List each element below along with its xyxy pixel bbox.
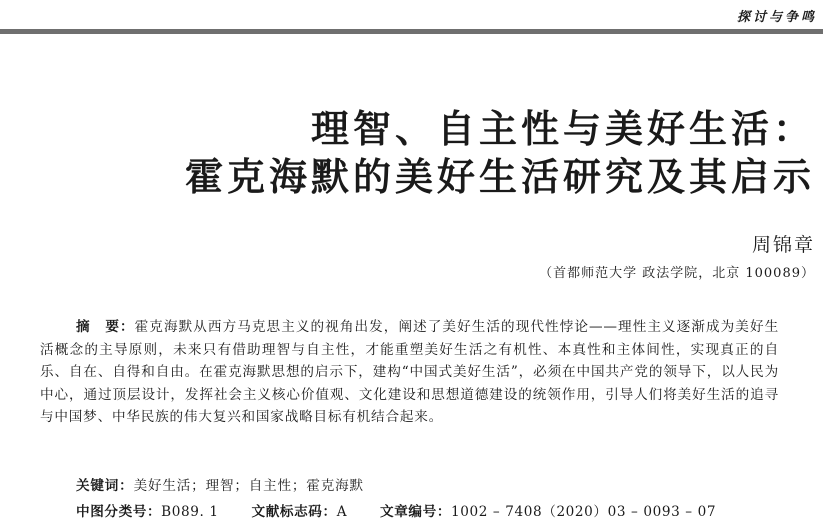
article-number-label: 文章编号： [380,504,452,520]
abstract [40,316,779,429]
document-code [252,504,348,520]
author-affiliation: （首都师范大学 政法学院，北京 100089） [539,266,815,281]
document-code-label: 文献标志码： [251,504,337,520]
clc-number [76,504,219,520]
clc-label: 中图分类号： [76,504,162,520]
abstract-text: 霍克海默从西方马克思主义的视角出发，阐述了美好生活的现代性悖论——理性主义逐渐成为美好生活概念的主导原则，未来只有借助理智与自主性，才能重塑美好生活之有机性、本真性和主体间性，实现真正的自乐、自在、自得和自由。在霍克海默思想的启示下，建构“中国式美好生活”，必须在中国共产党的领导下，以人民为中心，通过顶层设计，发挥社会主义核心价值观、文化建设和思想道德建设的统领作用，引导人们将美好生活的追寻与中国梦、中华民族的伟大复兴和国家战略目标有机结合起来。 [40,319,780,426]
clc-value: B089. 1 [161,504,219,520]
keywords-label: 关键词： [76,478,134,494]
article-number-value: 1002 – 7408（2020）03 – 0093 – 07 [451,504,717,520]
keywords [76,474,364,494]
column-tag: 探讨与争鸣 [736,10,817,25]
abstract-label: 摘 要： [76,319,135,335]
article-title-line-2: 霍克海默的美好生活研究及其启示 [184,155,815,199]
article-meta [76,500,744,520]
author-name: 周锦章 [751,234,815,256]
article-title-line-1: 理智、自主性与美好生活： [310,107,815,151]
document-code-value: A [336,504,348,520]
article-number [380,504,716,520]
header-rule [0,29,823,34]
keywords-text: 美好生活；理智；自主性；霍克海默 [133,478,364,494]
